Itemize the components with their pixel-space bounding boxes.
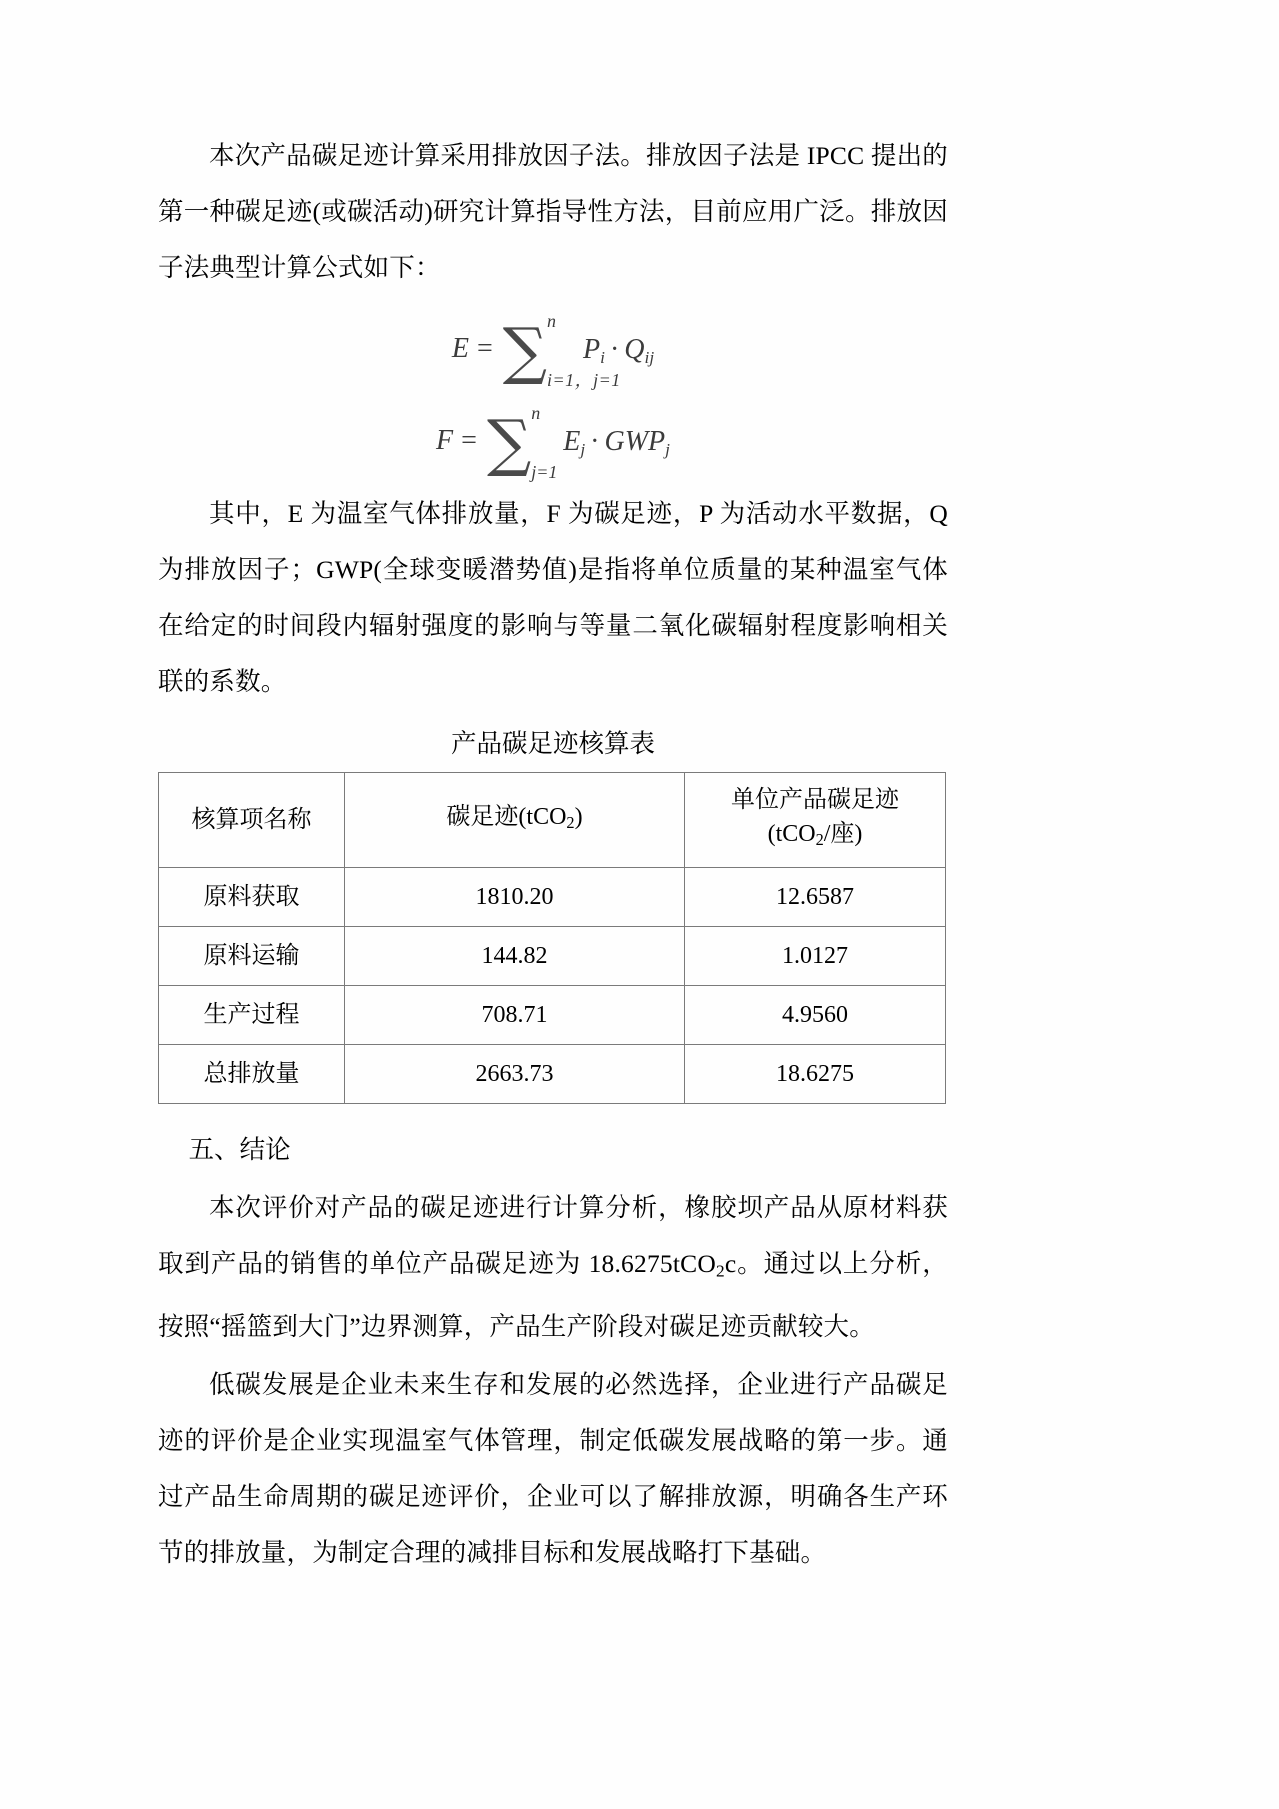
table-row (159, 1045, 946, 1104)
formula-2-equals: = (461, 425, 477, 457)
cell-footprint: 708.71 (345, 986, 685, 1045)
formula-1-container (158, 311, 948, 390)
table-header-row (159, 773, 946, 868)
header-carbon-footprint-subscript: 2 (566, 813, 575, 833)
formula-1-term-1-sub: i (600, 347, 605, 367)
formula-1-lhs: E (451, 333, 469, 365)
paragraph-emission-factor-method: 本次产品碳足迹计算采用排放因子法。排放因子法是 IPCC 提出的 第一种碳足迹(或碳活动)研究计算指导性方法，目前应用广泛。排放因子法典型计算公式如下： (158, 141, 948, 282)
conclusion-paragraph-1-block (158, 1180, 948, 1355)
summation-symbol-2 (486, 403, 558, 482)
table-row (159, 986, 946, 1045)
header-carbon-footprint-text: 碳足迹(tCO (446, 804, 567, 830)
table-row (159, 927, 946, 986)
formula-2-terms (563, 425, 670, 459)
header-unit-line2-subscript: 2 (815, 830, 824, 850)
table-body (159, 773, 946, 1104)
formula-2-dot: · (590, 425, 600, 457)
formula-2-lhs: F (436, 425, 454, 457)
conclusion-paragraph-2-block (158, 1357, 948, 1581)
formula-2-upper-limit: n (531, 403, 541, 423)
cell-item-name: 生产过程 (159, 986, 345, 1045)
header-carbon-footprint (345, 773, 685, 868)
summation-symbol-1 (502, 311, 621, 390)
conclusion-text-pre: 本次评价对产品的碳足迹进行计算分析，橡胶坝产品从原材料获取到产品的销售的单位产品碳足迹为 18.6275tCO (158, 1193, 948, 1279)
cell-footprint: 2663.73 (345, 1045, 685, 1104)
formula-1-term-1-base: P (583, 333, 601, 365)
conclusion-text-post: c。通过以上分析，按照“摇篮到大门”边界测算，产品生产阶段对碳足迹贡献较大。 (158, 1249, 948, 1342)
formula-1-terms (583, 333, 655, 367)
header-carbon-footprint-tail: ) (574, 804, 583, 830)
sigma-icon: ∑ (486, 406, 532, 479)
definitions-paragraph-block (158, 486, 948, 710)
formula-carbon-footprint (436, 403, 670, 482)
paragraph-variable-definitions: 其中，E 为温室气体排放量，F 为碳足迹，P 为活动水平数据，Q 为排放因子；GWP(全球变暖潜势值)是指将单位质量的某种温室气体在给定的时间段内辐射强度的影响与等量二氧化碳辐射程度影响相关联的系数。 (158, 499, 948, 696)
sigma-icon: ∑ (502, 314, 547, 387)
cell-item-name: 原料运输 (159, 927, 345, 986)
conclusion-co2-subscript: 2 (715, 1261, 725, 1281)
table-row (159, 868, 946, 927)
intro-paragraph-block (158, 128, 948, 296)
formula-2-container (158, 403, 948, 482)
cell-unit-footprint: 1.0127 (685, 927, 946, 986)
formula-emissions (451, 311, 655, 390)
formula-1-dot: · (609, 333, 620, 365)
cell-unit-footprint: 18.6275 (685, 1045, 946, 1104)
section-heading-conclusion: 五、结论 (188, 1135, 291, 1165)
cell-item-name: 原料获取 (159, 868, 345, 927)
table-caption: 产品碳足迹核算表 (450, 729, 655, 758)
formula-1-lower-limit: i=1，j=1 (547, 370, 621, 390)
cell-footprint: 144.82 (345, 927, 685, 986)
header-item-name: 核算项名称 (159, 773, 345, 868)
paragraph-low-carbon-development: 低碳发展是企业未来生存和发展的必然选择，企业进行产品碳足迹的评价是企业实现温室气体管理，制定低碳发展战略的第一步。通过产品生命周期的碳足迹评价，企业可以了解排放源，明确各生产环节的排放量，为制定合理的减排目标和发展战略打下基础。 (158, 1370, 948, 1568)
header-unit-line1: 单位产品碳足迹 (731, 787, 899, 813)
formula-1-term-2-base: Q (624, 333, 645, 365)
header-unit-carbon-footprint (685, 773, 946, 868)
page-content (158, 128, 948, 1583)
formula-1-upper-limit: n (547, 311, 556, 331)
formula-2-term-2-base: GWP (604, 425, 666, 457)
carbon-footprint-table (158, 772, 946, 1104)
cell-unit-footprint: 4.9560 (685, 986, 946, 1045)
formula-1-term-2-sub: ij (644, 347, 655, 367)
header-unit-line2-pre: (tCO (767, 821, 816, 847)
cell-unit-footprint: 12.6587 (685, 868, 946, 927)
cell-item-name: 总排放量 (159, 1045, 345, 1104)
formula-2-term-1-base: E (563, 425, 581, 457)
formula-1-equals: = (476, 333, 493, 365)
formula-2-term-1-sub: j (580, 439, 586, 459)
formula-2-lower-limit: j=1 (531, 462, 558, 482)
header-unit-line2-post: /座) (823, 821, 863, 847)
cell-footprint: 1810.20 (345, 868, 685, 927)
paragraph-conclusion-summary (158, 1180, 948, 1355)
formula-2-term-2-sub: j (665, 439, 670, 459)
